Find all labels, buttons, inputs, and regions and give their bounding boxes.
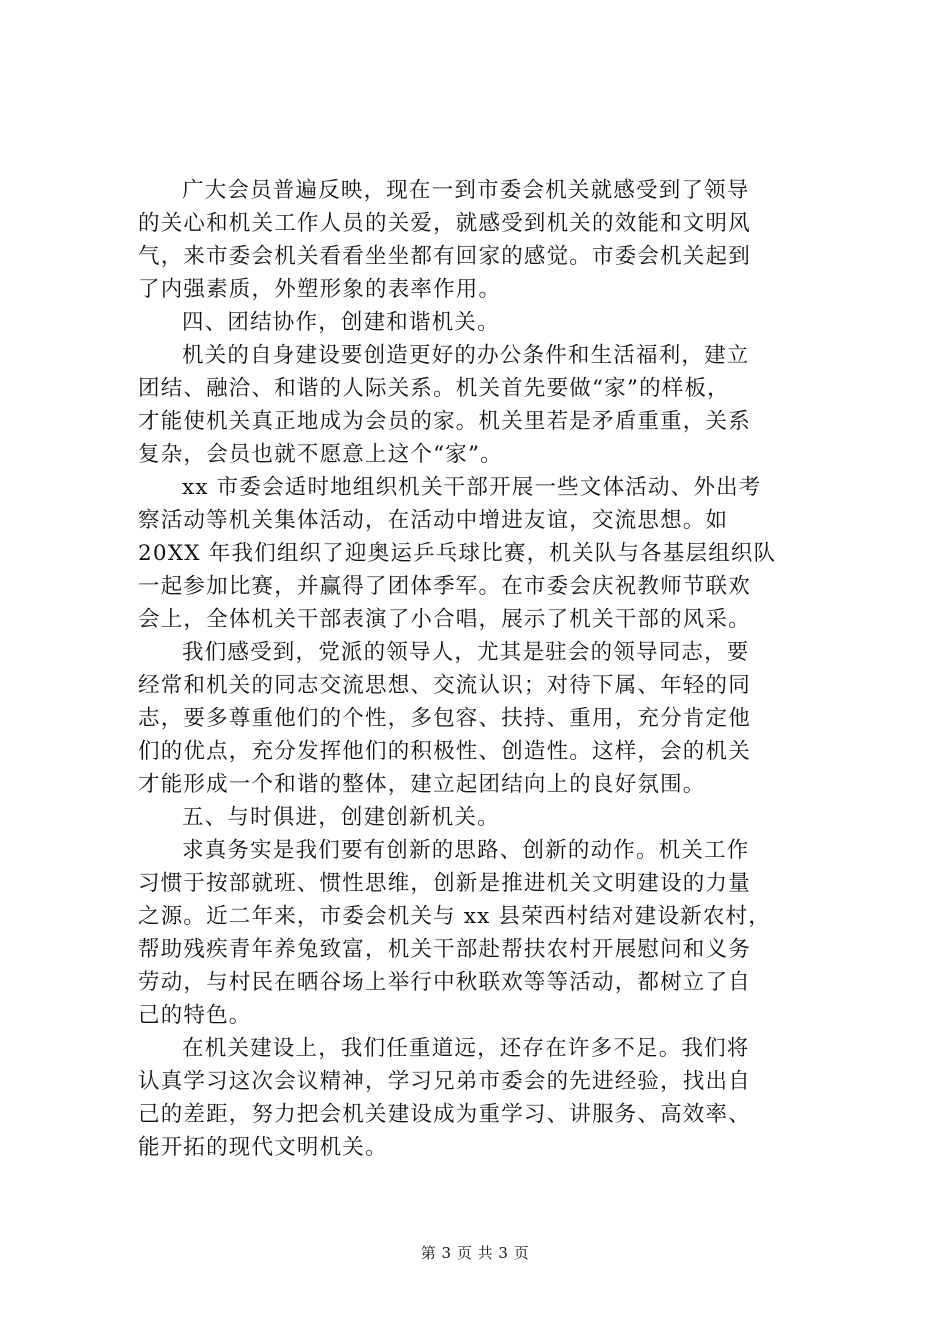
- paragraph-line: 帮助残疾青年养兔致富，机关干部赴帮扶农村开展慰问和义务: [138, 937, 751, 962]
- paragraph-line: 会上，全体机关干部表演了小合唱，展示了机关干部的风采。: [138, 607, 751, 632]
- paragraph-line: xx 市委会适时地组织机关干部开展一些文体活动、外出考: [182, 475, 762, 500]
- paragraph-line: 己的特色。: [138, 1003, 252, 1028]
- paragraph-line: 经常和机关的同志交流思想、交流认识；对待下属、年轻的同: [138, 673, 751, 698]
- paragraph-line: 习惯于按部就班、惯性思维，创新是推进机关文明建设的力量: [138, 871, 751, 896]
- paragraph-line: 的关心和机关工作人员的关爱，就感受到机关的效能和文明风: [138, 211, 751, 236]
- paragraph-line: 一起参加比赛，并赢得了团体季军。在市委会庆祝教师节联欢: [138, 574, 751, 599]
- document-body: [138, 174, 830, 1164]
- paragraph-line: 才能使机关真正地成为会员的家。机关里若是矛盾重重，关系: [138, 409, 751, 434]
- section-heading: 四、团结协作，创建和谐机关。: [182, 310, 500, 335]
- paragraph-line: 气，来市委会机关看看坐坐都有回家的感觉。市委会机关起到: [138, 244, 751, 269]
- paragraph-line: 求真务实是我们要有创新的思路、创新的动作。机关工作: [182, 838, 750, 863]
- paragraph-line: 了内强素质，外塑形象的表率作用。: [138, 277, 502, 302]
- paragraph-line: 团结、融洽、和谐的人际关系。机关首先要做“家”的样板，: [138, 376, 730, 401]
- page-number-footer: 第 3 页 共 3 页: [420, 1244, 530, 1262]
- paragraph-line: 们的优点，充分发挥他们的积极性、创造性。这样，会的机关: [138, 739, 751, 764]
- paragraph-line: 复杂，会员也就不愿意上这个“家”。: [138, 442, 503, 467]
- paragraph-line: 己的差距，努力把会机关建设成为重学习、讲服务、高效率、: [138, 1102, 751, 1127]
- paragraph-line: 才能形成一个和谐的整体，建立起团结向上的良好氛围。: [138, 772, 706, 797]
- paragraph-line: 在机关建设上，我们任重道远，还存在许多不足。我们将: [182, 1036, 750, 1061]
- paragraph-line: 劳动，与村民在晒谷场上举行中秋联欢等等活动，都树立了自: [138, 970, 751, 995]
- section-heading: 五、与时俱进，创建创新机关。: [182, 805, 500, 830]
- paragraph-line: 能开拓的现代文明机关。: [138, 1135, 388, 1160]
- paragraph-line: 机关的自身建设要创造更好的办公条件和生活福利，建立: [182, 343, 750, 368]
- paragraph-line: 察活动等机关集体活动，在活动中增进友谊，交流思想。如: [138, 508, 729, 533]
- paragraph-line: 之源。近二年来，市委会机关与 xx 县荣西村结对建设新农村，: [138, 904, 771, 929]
- paragraph-line: 广大会员普遍反映，现在一到市委会机关就感受到了领导: [182, 178, 750, 203]
- paragraph-line: 20XX 年我们组织了迎奥运乒乓球比赛，机关队与各基层组织队: [138, 541, 777, 566]
- paragraph-line: 认真学习这次会议精神，学习兄弟市委会的先进经验，找出自: [138, 1069, 751, 1094]
- paragraph-line: 我们感受到，党派的领导人，尤其是驻会的领导同志，要: [182, 640, 750, 665]
- paragraph-line: 志，要多尊重他们的个性，多包容、扶持、重用，充分肯定他: [138, 706, 751, 731]
